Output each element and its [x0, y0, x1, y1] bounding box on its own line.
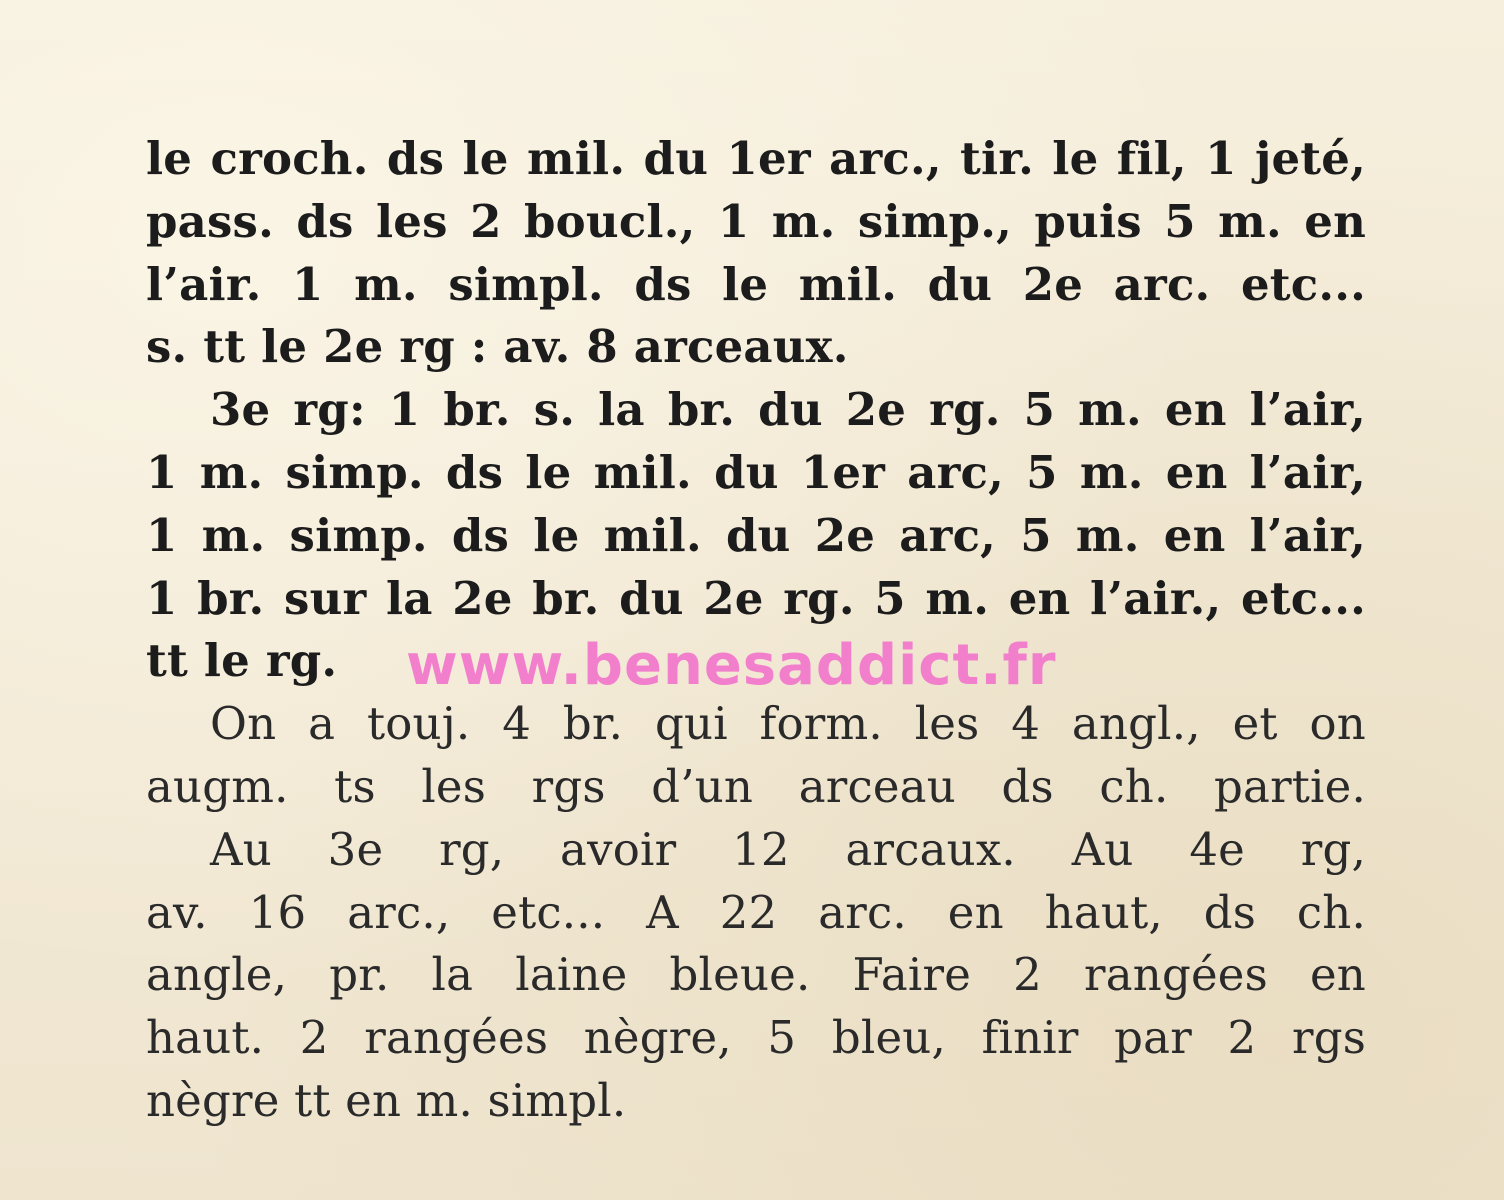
crochet-instructions-text	[146, 128, 1366, 1133]
text-line-1: le croch. ds le mil. du 1er arc., tir. le fil, 1 jeté,	[146, 132, 1366, 185]
text-line-16: nègre tt en m. simpl.	[146, 1073, 627, 1127]
text-line-9: tt le rg.	[146, 634, 338, 688]
text-line-15: haut. 2 rangées nègre, 5 bleu, finir par 2 rgs	[146, 1011, 1366, 1065]
text-line-13: av. 16 arc., etc... A 22 arc. en haut, ds ch.	[146, 885, 1366, 939]
text-line-4: s. tt le 2e rg : av. 8 arceaux.	[146, 320, 849, 374]
text-line-14: angle, pr. la laine bleue. Faire 2 rangées en	[146, 948, 1366, 1002]
website-watermark: www.benesaddict.fr	[406, 633, 1057, 698]
text-line-11: augm. ts les rgs d’un arceau ds ch. partie.	[146, 759, 1366, 813]
text-line-6: 1 m. simp. ds le mil. du 1er arc, 5 m. en l’air,	[146, 445, 1366, 499]
text-line-8: 1 br. sur la 2e br. du 2e rg. 5 m. en l’air., etc...	[146, 571, 1366, 625]
text-line-12: Au 3e rg, avoir 12 arcaux. Au 4e rg,	[210, 822, 1366, 876]
text-line-5: 3e rg: 1 br. s. la br. du 2e rg. 5 m. en l’air,	[210, 383, 1366, 437]
text-line-7: 1 m. simp. ds le mil. du 2e arc, 5 m. en l’air,	[146, 508, 1366, 562]
text-line-3: l’air. 1 m. simpl. ds le mil. du 2e arc. etc...	[146, 257, 1366, 311]
text-line-10: On a touj. 4 br. qui form. les 4 angl., et on	[210, 697, 1366, 751]
text-line-2: pass. ds les 2 boucl., 1 m. simp., puis 5 m. en	[146, 194, 1366, 248]
